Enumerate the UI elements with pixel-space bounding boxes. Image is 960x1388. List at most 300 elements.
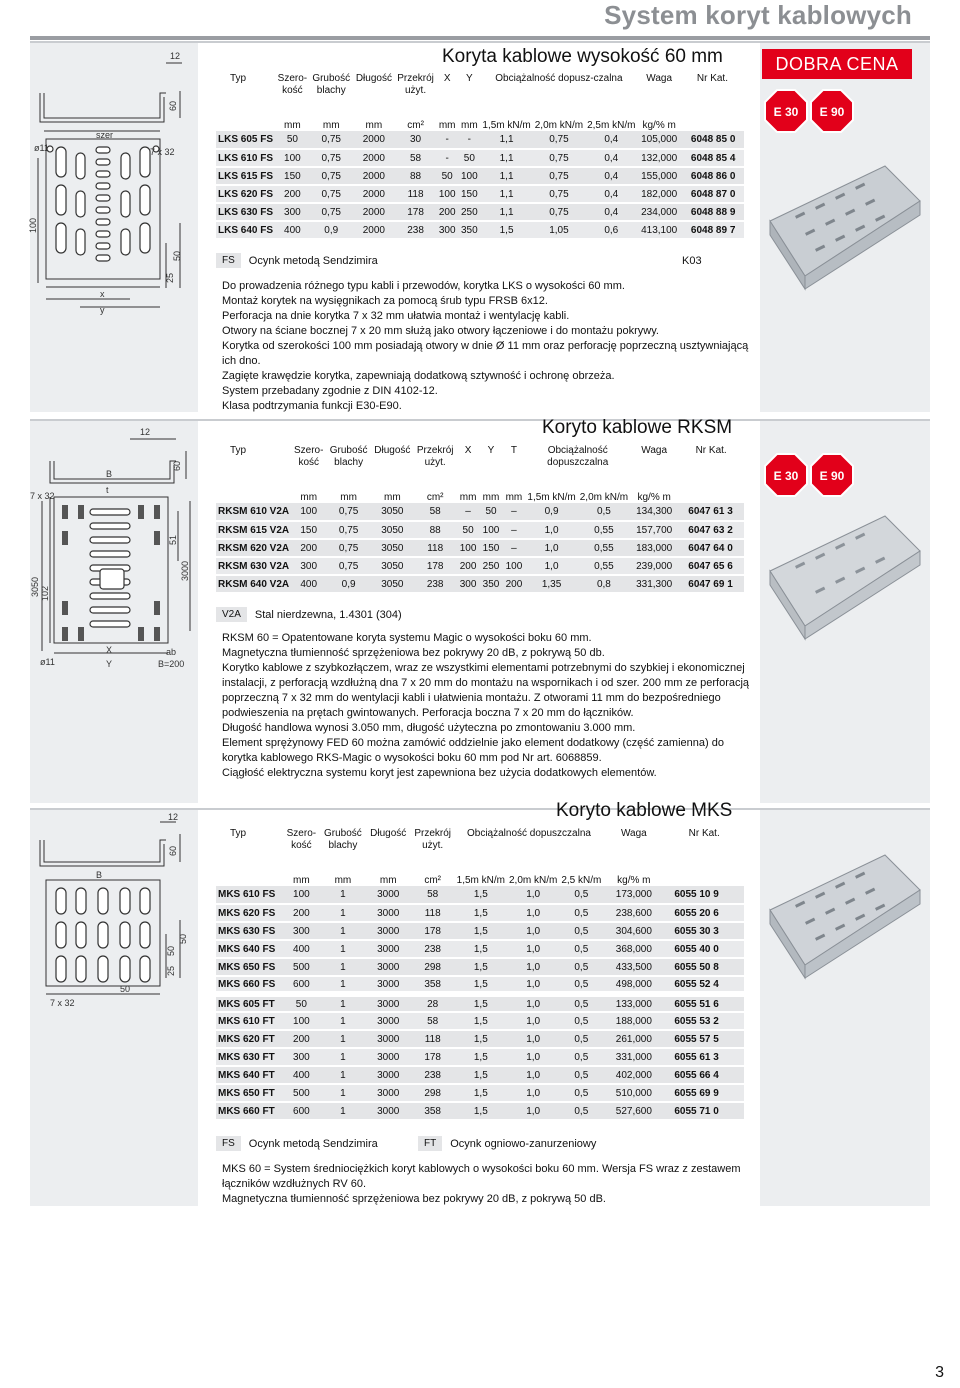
table-row xyxy=(216,1030,744,1048)
table-cell: MKS 610 FS xyxy=(218,889,276,900)
lks-desc-line: Perforacja na dnie korytka 7 x 32 mm ułatwia montaż i wentylację kabli. xyxy=(222,310,570,322)
table-cell: 100 xyxy=(459,542,477,554)
fs-legend-text: Ocynk metodą Sendzimira xyxy=(248,254,378,267)
table-cell: 238 xyxy=(407,224,424,236)
table-cell: 1,5 xyxy=(473,1033,488,1045)
table-row xyxy=(216,149,744,167)
table-cell: 1,5 xyxy=(473,1051,488,1063)
table-row xyxy=(216,1084,744,1102)
table-cell: 132,000 xyxy=(641,152,678,164)
table-cell: 331,000 xyxy=(615,1051,652,1063)
table-cell: 3000 xyxy=(377,1069,400,1081)
table-cell: 1 xyxy=(340,978,346,990)
table-cell: 0,5 xyxy=(574,961,589,973)
table-cell: 58 xyxy=(429,506,441,517)
table-cell: 1,05 xyxy=(549,224,569,236)
rksm-dim-label: 60 xyxy=(172,460,182,471)
table-cell: 0,5 xyxy=(574,1087,589,1099)
e30-certificate-icon xyxy=(764,453,808,497)
rksm-unit: kg/% m xyxy=(637,492,671,503)
table-row xyxy=(216,1102,744,1120)
mks-unit: 1,5m kN/m xyxy=(456,875,505,886)
mks-unit: kg/% m xyxy=(617,875,651,886)
table-cell: 1,1 xyxy=(499,188,514,200)
table-row xyxy=(216,1012,744,1030)
table-cell: 6048 89 7 xyxy=(690,224,736,236)
table-cell: 402,000 xyxy=(615,1069,652,1081)
table-cell: 358 xyxy=(424,1105,441,1117)
table-cell: 1,5 xyxy=(473,907,488,919)
table-cell: 1,0 xyxy=(544,542,559,554)
lks-drawing-column xyxy=(30,43,198,412)
rksm-unit: 2,0m kN/m xyxy=(579,492,629,503)
table-cell: 300 xyxy=(300,560,318,572)
table-cell: 1,5 xyxy=(473,1087,488,1099)
table-cell: 0,5 xyxy=(574,998,589,1010)
e90-certificate-label: E 90 xyxy=(819,105,845,119)
table-cell: 100 xyxy=(300,506,318,517)
fs-tag: FS xyxy=(216,253,241,268)
table-cell: RKSM 640 V2A xyxy=(218,578,290,590)
table-cell: 3050 xyxy=(381,560,404,572)
rksm-dim-label: ø11 xyxy=(40,657,55,667)
table-cell: 6055 71 0 xyxy=(674,1105,719,1117)
mks-unit xyxy=(664,870,744,886)
table-cell: 0,5 xyxy=(596,506,611,517)
page-header-title: System koryt kablowych xyxy=(604,0,912,30)
rksm-dim-label: X xyxy=(106,645,113,655)
mks-desc-line: MKS 60 = System średniociężkich koryt kablowych o wysokości boku 60 mm. Wersja FS wraz z zestawem łączników wzdłużnych RV 60. xyxy=(222,1163,741,1190)
table-cell: 0,75 xyxy=(549,188,569,200)
lks-section-title: Koryta kablowe wysokość 60 mm xyxy=(442,46,723,67)
table-cell: 1,1 xyxy=(499,206,514,218)
rksm-dim-label: Y xyxy=(106,659,113,669)
table-cell: LKS 615 FS xyxy=(218,170,274,182)
table-cell: 150 xyxy=(284,170,301,182)
table-cell: 0,9 xyxy=(341,578,356,590)
mks-legend-ft xyxy=(418,1136,596,1151)
table-cell: MKS 640 FS xyxy=(218,943,276,955)
fs-legend-text: Ocynk metodą Sendzimira xyxy=(248,1137,378,1150)
table-cell: 6055 20 6 xyxy=(674,907,719,919)
mks-header-nr-kat: Nr Kat. xyxy=(688,828,720,839)
table-cell: 300 xyxy=(438,224,456,236)
rksm-header-y: Y xyxy=(487,445,495,456)
table-cell: 0,75 xyxy=(338,542,359,554)
lks-dim-label: 7 x 32 xyxy=(150,147,175,157)
table-cell: 6055 10 9 xyxy=(674,889,719,900)
dobra-cena-badge: DOBRA CENA xyxy=(762,49,912,79)
table-cell: 1,1 xyxy=(499,170,514,182)
mks-unit: mm xyxy=(293,875,310,886)
table-cell: 0,75 xyxy=(338,560,359,572)
lks-unit: mm xyxy=(460,120,478,131)
rksm-unit: mm xyxy=(340,492,357,503)
table-cell: 300 xyxy=(293,1051,310,1063)
table-cell: 183,000 xyxy=(636,542,673,554)
table-cell: 368,000 xyxy=(615,943,652,955)
table-cell: LKS 620 FS xyxy=(218,188,274,200)
lks-dim-label: szer xyxy=(96,130,114,140)
table-cell: 0,55 xyxy=(594,542,614,554)
table-cell: 0,9 xyxy=(324,224,339,236)
table-row xyxy=(216,557,744,575)
table-cell: MKS 650 FT xyxy=(218,1087,275,1099)
rksm-dim-label: B=200 xyxy=(158,659,185,669)
table-cell: 3050 xyxy=(381,578,404,590)
table-cell: 3000 xyxy=(377,943,400,955)
table-cell: 0,5 xyxy=(574,907,589,919)
table-cell: 1,5 xyxy=(473,943,488,955)
table-cell: 3000 xyxy=(377,907,400,919)
table-cell: 200 xyxy=(284,188,301,200)
table-cell: RKSM 630 V2A xyxy=(218,560,290,572)
ft-tag: FT xyxy=(418,1136,442,1151)
table-cell: 118 xyxy=(427,542,444,554)
table-cell: 400 xyxy=(284,224,301,236)
v2a-tag: V2A xyxy=(216,607,247,622)
lks-desc-line: Korytka od szerokości 100 mm posiadają otwory w dnie Ø 11 mm oraz perforację poprzeczną usztywniającą ich dno. xyxy=(222,340,749,367)
rksm-header-przekroj: Przekrój użyt. xyxy=(416,445,454,468)
table-cell: 1,5 xyxy=(473,1069,488,1081)
rksm-desc-line: Ciągłość elektryczna systemu koryt jest zapewniona bez użycia dodatkowych elementów. xyxy=(222,767,657,779)
lks-header-szerokosc: Szero-kość xyxy=(277,73,308,96)
table-cell: LKS 640 FS xyxy=(218,224,274,236)
table-cell: 238 xyxy=(424,1069,441,1081)
table-cell: – xyxy=(511,506,517,517)
table-cell: 58 xyxy=(410,152,422,164)
rksm-header-nr-kat: Nr Kat. xyxy=(695,445,727,456)
table-cell: 1,0 xyxy=(526,943,541,955)
mks-dim-label: 50 xyxy=(178,933,188,944)
table-cell: 1,5 xyxy=(473,978,488,990)
table-cell: 6055 50 8 xyxy=(674,961,719,973)
mks-unit: cm² xyxy=(424,875,441,886)
table-cell: 1 xyxy=(340,907,346,919)
table-cell: - xyxy=(445,152,449,164)
mks-header-przekroj: Przekrój użyt. xyxy=(414,828,451,851)
e30-certificate-icon xyxy=(764,89,808,133)
lks-legend-code: K03 xyxy=(682,255,702,267)
rksm-header-dlugosc: Długość xyxy=(374,445,411,456)
lks-unit: mm xyxy=(438,120,456,131)
table-cell: 200 xyxy=(293,1033,310,1045)
rksm-dim-label: 12 xyxy=(140,427,151,437)
rksm-unit: mm xyxy=(383,492,401,503)
page-number: 3 xyxy=(935,1364,944,1381)
table-cell: 0,75 xyxy=(549,170,569,182)
rksm-dim-label: 102 xyxy=(40,585,50,601)
table-cell: 1 xyxy=(340,1015,346,1027)
rksm-desc-line: Magnetyczna tłumienność sprzężeniowa bez pokrywy 20 dB, z pokrywą 50 db. xyxy=(222,647,605,659)
table-cell: 6055 52 4 xyxy=(674,978,719,990)
lks-dim-label: ø11 xyxy=(34,143,49,153)
table-cell: MKS 605 FT xyxy=(218,998,275,1010)
table-cell: 0,75 xyxy=(549,134,569,145)
table-cell: MKS 660 FT xyxy=(218,1105,275,1117)
rksm-desc-line: Korytko kablowe z szybkozłączem, wraz ze wszystkimi elementami potrzebnymi do szybkiej i ekonomicznej instalacji, z perforacją wzdłużną dna 7 x 20 mm do montażu na wspornikach i od szer. 200 mm ze perforacją poprzeczną 7 x 32 mm do wentylacji kabli i ułatwienia montażu. Z otworami 11 mm do bezpośredniego podwieszenia na prętach gwintowanych. Perforacja boczna 7 x 20 mm do łączników. xyxy=(222,662,750,719)
table-cell: 300 xyxy=(284,206,301,218)
lks-legend xyxy=(216,253,378,268)
mks-technical-drawing xyxy=(30,810,198,1010)
table-cell: 300 xyxy=(293,925,310,937)
table-cell: 150 xyxy=(300,524,318,536)
table-cell: 0,5 xyxy=(574,1069,589,1081)
mks-unit: mm xyxy=(334,875,352,886)
table-cell: 1,5 xyxy=(473,889,488,900)
table-cell: 1,5 xyxy=(499,224,514,236)
mks-description xyxy=(222,1162,742,1207)
table-cell: 1 xyxy=(340,925,346,937)
table-cell: 1 xyxy=(340,1033,346,1045)
table-cell: 1,0 xyxy=(526,1033,541,1045)
table-cell: 0,4 xyxy=(604,152,619,164)
table-cell: 3000 xyxy=(377,978,400,990)
rksm-technical-drawing xyxy=(30,421,198,701)
table-cell: 0,75 xyxy=(321,188,341,200)
table-cell: 6048 85 4 xyxy=(690,152,736,164)
table-cell: RKSM 615 V2A xyxy=(218,524,290,536)
table-cell: 1 xyxy=(340,1069,346,1081)
table-cell: 1,0 xyxy=(544,560,559,572)
lks-dim-label: x xyxy=(100,289,105,299)
lks-dim-label: 25 xyxy=(165,272,175,283)
table-cell: 134,300 xyxy=(636,506,673,517)
table-cell: 3000 xyxy=(377,1087,400,1099)
mks-panel xyxy=(30,800,930,1206)
ft-legend-text: Ocynk ogniowo-zanurzeniowy xyxy=(450,1137,597,1150)
lks-desc-line: Montaż korytek na wysięgnikach za pomocą śrub typu FRSB 6x12. xyxy=(222,295,548,307)
table-row xyxy=(216,167,744,185)
rksm-header-szerokosc: Szero-kość xyxy=(294,445,324,468)
table-cell: 1 xyxy=(340,1105,346,1117)
rksm-spec-table xyxy=(216,445,744,594)
table-cell: 50 xyxy=(485,506,497,517)
table-cell: 400 xyxy=(293,1069,310,1081)
table-cell: 133,000 xyxy=(615,998,652,1010)
table-cell: 1,5 xyxy=(473,1015,488,1027)
table-cell: 200 xyxy=(300,542,318,554)
table-cell: 50 xyxy=(463,152,475,164)
table-cell: 1,0 xyxy=(526,998,541,1010)
table-cell: 1 xyxy=(340,1051,346,1063)
mks-product-photo xyxy=(765,850,925,980)
lks-header-nr-kat: Nr Kat. xyxy=(696,73,728,84)
table-cell: 500 xyxy=(293,961,310,973)
table-cell: 200 xyxy=(459,560,477,572)
table-cell: 0,75 xyxy=(321,206,341,218)
table-cell: 1,5 xyxy=(473,998,488,1010)
rksm-dim-label: t xyxy=(106,485,109,495)
table-cell: 0,75 xyxy=(549,152,569,164)
table-cell: 88 xyxy=(429,524,441,536)
mks-section-title: Koryto kablowe MKS xyxy=(556,800,733,821)
table-cell: 3000 xyxy=(377,1105,400,1117)
lks-desc-line: Zagięte krawędzie korytka, zapewniają dodatkową sztywność i ochronę obrzeża. xyxy=(222,370,615,382)
rksm-header-obciazalnosc: Obciążalność dopuszczalna xyxy=(547,445,609,468)
table-cell: 0,75 xyxy=(321,134,341,145)
table-cell: 0,4 xyxy=(604,170,619,182)
rksm-dim-label: 3050 xyxy=(30,576,40,597)
table-cell: 1,0 xyxy=(526,961,541,973)
v2a-legend-text: Stal nierdzewna, 1.4301 (304) xyxy=(254,608,402,621)
table-cell: – xyxy=(465,506,471,517)
e90-certificate-icon xyxy=(810,453,854,497)
table-cell: 150 xyxy=(482,542,500,554)
table-cell: 331,300 xyxy=(636,578,673,590)
table-cell: 0,5 xyxy=(574,1105,589,1117)
table-cell: 0,4 xyxy=(604,188,619,200)
table-cell: 1,1 xyxy=(499,134,514,145)
rksm-image-column xyxy=(760,421,930,803)
lks-dim-label: 60 xyxy=(168,100,178,111)
table-row xyxy=(216,1066,744,1084)
mks-dim-label: B xyxy=(96,870,103,880)
table-cell: 3000 xyxy=(377,1051,400,1063)
table-cell: 1,0 xyxy=(526,1105,541,1117)
lks-unit xyxy=(216,115,275,131)
lks-header-y: Y xyxy=(465,73,473,84)
table-cell: 50 xyxy=(295,998,307,1010)
lks-technical-drawing xyxy=(30,43,198,363)
table-cell: 0,6 xyxy=(604,224,619,236)
lks-spec-table xyxy=(216,73,744,240)
table-cell: 0,5 xyxy=(574,925,589,937)
table-cell: 2000 xyxy=(362,206,385,218)
table-cell: 413,100 xyxy=(641,224,678,236)
table-cell: 2000 xyxy=(362,224,385,236)
table-cell: 6048 87 0 xyxy=(690,188,736,200)
rksm-dim-label: B xyxy=(106,469,113,479)
table-cell: 3000 xyxy=(377,998,400,1010)
lks-header-waga: Waga xyxy=(646,73,673,84)
table-cell: 0,5 xyxy=(574,1033,589,1045)
table-cell: 58 xyxy=(427,1015,439,1027)
table-row xyxy=(216,521,744,539)
table-cell: 6047 63 2 xyxy=(688,524,733,536)
lks-description xyxy=(222,279,752,414)
table-cell: MKS 620 FT xyxy=(218,1033,275,1045)
rksm-desc-line: Element sprężynowy FED 60 można zamówić oddzielnie jako element dodatkowy (część zamienna) do korytka kablowego RKS-Magic o wysokości boku 60 mm pod Nr art. 6068859. xyxy=(222,737,724,764)
lks-header-grubosc: Grubość blachy xyxy=(312,73,351,96)
table-cell: 118 xyxy=(424,1033,441,1045)
rksm-description xyxy=(222,631,754,781)
table-cell: 58 xyxy=(427,889,439,900)
rksm-header-waga: Waga xyxy=(641,445,668,456)
table-cell: 1,0 xyxy=(526,925,541,937)
table-cell: 118 xyxy=(424,907,441,919)
mks-dim-label: 60 xyxy=(168,845,178,856)
table-cell: 0,5 xyxy=(574,943,589,955)
table-row xyxy=(216,1048,744,1066)
rksm-unit: cm² xyxy=(426,492,444,503)
table-cell: 3050 xyxy=(381,542,404,554)
rksm-header-x: X xyxy=(464,445,472,456)
table-cell: 178 xyxy=(424,1051,441,1063)
table-cell: 50 xyxy=(441,170,453,182)
rksm-dim-label: 7 x 32 xyxy=(30,491,55,501)
table-cell: MKS 630 FS xyxy=(218,925,276,937)
table-cell: 298 xyxy=(424,961,441,973)
table-cell: 250 xyxy=(460,206,478,218)
table-cell: 50 xyxy=(462,524,474,536)
table-cell: 238 xyxy=(426,578,444,590)
table-row xyxy=(216,976,744,994)
mks-unit: mm xyxy=(379,875,397,886)
lks-unit: mm xyxy=(284,120,301,131)
table-cell: MKS 630 FT xyxy=(218,1051,275,1063)
mks-unit: 2,5 kN/m xyxy=(561,875,602,886)
mks-header-obciazalnosc: Obciążalność dopuszczalna xyxy=(467,828,591,839)
header-rule xyxy=(30,36,930,40)
table-cell: 2000 xyxy=(362,152,385,164)
table-row xyxy=(216,994,744,1012)
lks-desc-line: Otwory na ściane bocznej 7 x 20 mm służą jako otwory łączeniowe i do montażu pokrywy. xyxy=(222,325,659,337)
lks-desc-line: System przebadany zgodnie z DIN 4102-12. xyxy=(222,385,438,397)
table-cell: 1 xyxy=(340,961,346,973)
table-cell: 0,5 xyxy=(574,978,589,990)
table-cell: 50 xyxy=(286,134,298,145)
lks-unit: kg/% m xyxy=(642,120,676,131)
table-cell: 6047 69 1 xyxy=(688,578,733,590)
lks-unit: 2,5m kN/m xyxy=(587,120,636,131)
table-cell: 178 xyxy=(424,925,441,937)
table-cell: 188,000 xyxy=(615,1015,652,1027)
rksm-unit xyxy=(216,487,291,503)
table-cell: 433,500 xyxy=(615,961,652,973)
rksm-unit: mm xyxy=(482,492,500,503)
table-cell: 178 xyxy=(407,206,424,218)
table-cell: 1,1 xyxy=(499,152,514,164)
table-cell: MKS 640 FT xyxy=(218,1069,275,1081)
table-cell: 0,55 xyxy=(594,560,614,572)
table-cell: 30 xyxy=(410,134,422,145)
table-cell: 1 xyxy=(340,998,346,1010)
table-cell: 0,8 xyxy=(596,578,611,590)
lks-unit: mm xyxy=(365,120,383,131)
table-cell: 358 xyxy=(424,978,441,990)
rksm-drawing-column xyxy=(30,421,198,803)
lks-unit: mm xyxy=(322,120,340,131)
mks-dim-label: 12 xyxy=(168,812,179,822)
table-cell: 0,75 xyxy=(338,506,359,517)
table-cell: 200 xyxy=(505,578,523,590)
rksm-product-photo xyxy=(765,511,925,641)
table-cell: 1,0 xyxy=(526,1015,541,1027)
lks-header-dlugosc: Długość xyxy=(355,73,392,84)
table-cell: 6055 69 9 xyxy=(674,1087,719,1099)
table-cell: 100 xyxy=(482,524,500,536)
table-cell: 298 xyxy=(424,1087,441,1099)
rksm-panel xyxy=(30,419,930,803)
table-cell: LKS 610 FS xyxy=(218,152,274,164)
table-cell: 3000 xyxy=(377,889,400,900)
table-cell: 6055 53 2 xyxy=(674,1015,719,1027)
table-cell: - xyxy=(467,134,471,145)
table-cell: 3050 xyxy=(381,524,404,536)
table-cell: RKSM 620 V2A xyxy=(218,542,290,554)
table-row xyxy=(216,203,744,221)
table-cell: 510,000 xyxy=(615,1087,652,1099)
table-cell: 300 xyxy=(459,578,477,590)
table-row xyxy=(216,221,744,239)
lks-dim-label: 50 xyxy=(172,250,182,261)
table-cell: 400 xyxy=(300,578,318,590)
table-cell: – xyxy=(511,524,517,536)
table-cell: 0,4 xyxy=(604,134,619,145)
table-cell: 105,000 xyxy=(641,134,678,145)
table-cell: 0,4 xyxy=(604,206,619,218)
